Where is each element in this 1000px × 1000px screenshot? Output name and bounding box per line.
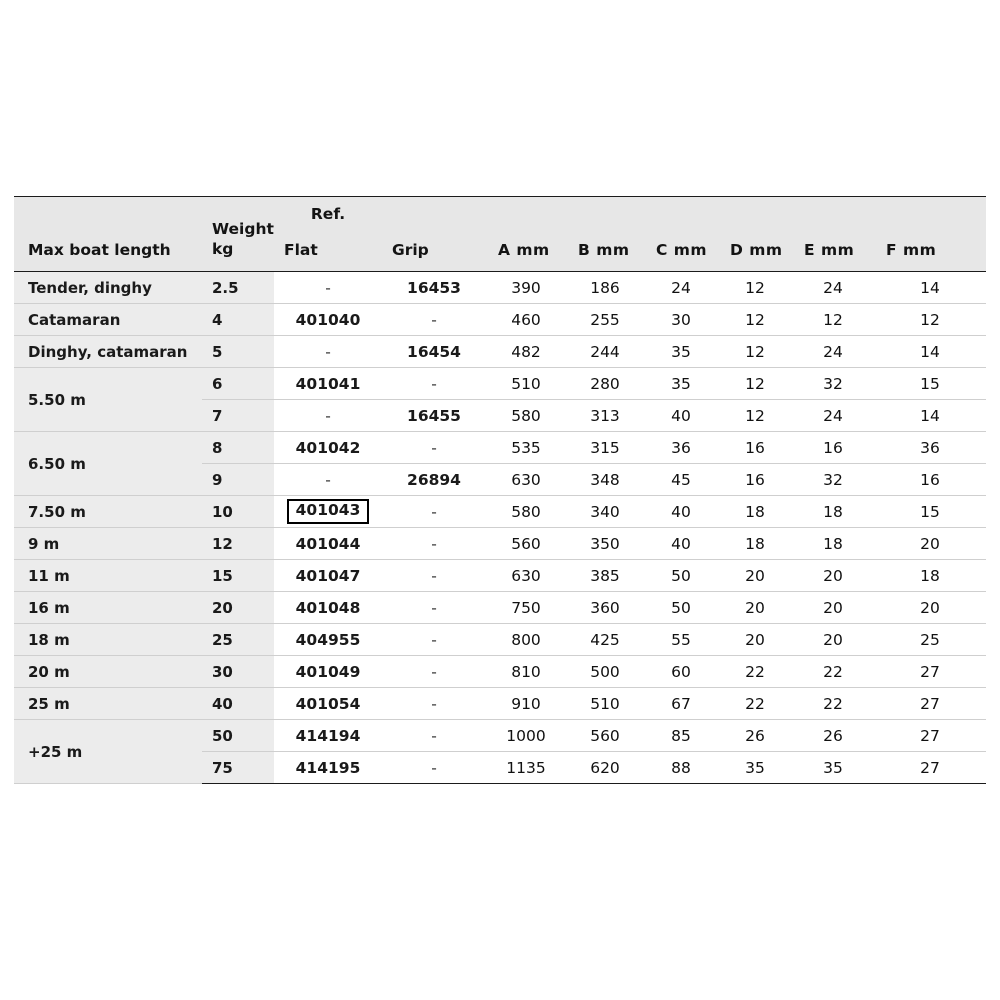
specification-table bbox=[14, 196, 986, 784]
cell-weight: 4 bbox=[202, 304, 274, 336]
column-header-ref-group: Ref. bbox=[310, 205, 346, 223]
column-header-weight-line2: kg bbox=[212, 239, 234, 258]
table-row bbox=[14, 432, 986, 464]
cell-dimension-e: 32 bbox=[792, 368, 874, 400]
table-header bbox=[14, 197, 986, 272]
cell-dimension-a: 510 bbox=[486, 368, 566, 400]
cell-dimension-e: 32 bbox=[792, 464, 874, 496]
cell-dimension-b: 350 bbox=[566, 528, 644, 560]
cell-dimension-b: 510 bbox=[566, 688, 644, 720]
cell-dimension-e: 35 bbox=[792, 752, 874, 784]
table-row bbox=[14, 272, 986, 304]
column-header-d: D mm bbox=[718, 197, 792, 272]
cell-dimension-d: 20 bbox=[718, 560, 792, 592]
cell-ref-grip: 16454 bbox=[382, 336, 486, 368]
table-row bbox=[14, 592, 986, 624]
cell-ref-flat bbox=[274, 496, 382, 528]
table-row bbox=[14, 496, 986, 528]
cell-max-boat-length: Dinghy, catamaran bbox=[14, 336, 202, 368]
highlighted-ref-value: 401043 bbox=[287, 499, 370, 523]
cell-dimension-e: 20 bbox=[792, 624, 874, 656]
cell-ref-flat: 401044 bbox=[274, 528, 382, 560]
cell-dimension-c: 45 bbox=[644, 464, 718, 496]
column-header-c: C mm bbox=[644, 197, 718, 272]
cell-dimension-f: 27 bbox=[874, 688, 986, 720]
cell-ref-grip: - bbox=[382, 496, 486, 528]
column-header-a: A mm bbox=[486, 197, 566, 272]
cell-ref-grip: - bbox=[382, 720, 486, 752]
cell-ref-flat: 401054 bbox=[274, 688, 382, 720]
cell-dimension-f: 20 bbox=[874, 592, 986, 624]
cell-dimension-f: 25 bbox=[874, 624, 986, 656]
cell-dimension-e: 24 bbox=[792, 272, 874, 304]
cell-dimension-b: 315 bbox=[566, 432, 644, 464]
cell-dimension-e: 24 bbox=[792, 336, 874, 368]
cell-dimension-b: 560 bbox=[566, 720, 644, 752]
cell-dimension-b: 280 bbox=[566, 368, 644, 400]
cell-ref-flat: - bbox=[274, 272, 382, 304]
column-header-b: B mm bbox=[566, 197, 644, 272]
cell-dimension-f: 20 bbox=[874, 528, 986, 560]
cell-max-boat-length: 20 m bbox=[14, 656, 202, 688]
cell-dimension-c: 40 bbox=[644, 400, 718, 432]
cell-dimension-e: 20 bbox=[792, 560, 874, 592]
cell-dimension-a: 535 bbox=[486, 432, 566, 464]
cell-dimension-f: 15 bbox=[874, 368, 986, 400]
table-row bbox=[14, 688, 986, 720]
cell-dimension-c: 40 bbox=[644, 528, 718, 560]
table-row bbox=[14, 528, 986, 560]
cell-dimension-b: 313 bbox=[566, 400, 644, 432]
cell-dimension-a: 580 bbox=[486, 496, 566, 528]
column-header-weight-line1: Weight bbox=[212, 220, 274, 239]
cell-dimension-c: 36 bbox=[644, 432, 718, 464]
cell-dimension-d: 22 bbox=[718, 688, 792, 720]
cell-dimension-f: 14 bbox=[874, 272, 986, 304]
cell-max-boat-length: 16 m bbox=[14, 592, 202, 624]
cell-dimension-b: 360 bbox=[566, 592, 644, 624]
cell-max-boat-length: 11 m bbox=[14, 560, 202, 592]
cell-ref-grip: 16455 bbox=[382, 400, 486, 432]
cell-weight: 15 bbox=[202, 560, 274, 592]
table-row bbox=[14, 560, 986, 592]
cell-dimension-e: 22 bbox=[792, 656, 874, 688]
table-row bbox=[14, 720, 986, 752]
table-body bbox=[14, 272, 986, 784]
cell-ref-grip: - bbox=[382, 432, 486, 464]
cell-dimension-c: 40 bbox=[644, 496, 718, 528]
column-header-max-boat-length: Max boat length bbox=[14, 197, 202, 272]
cell-dimension-a: 800 bbox=[486, 624, 566, 656]
cell-max-boat-length: 25 m bbox=[14, 688, 202, 720]
cell-ref-flat: 401047 bbox=[274, 560, 382, 592]
cell-dimension-d: 12 bbox=[718, 336, 792, 368]
cell-dimension-f: 27 bbox=[874, 752, 986, 784]
cell-ref-flat: 401040 bbox=[274, 304, 382, 336]
cell-ref-grip: 16453 bbox=[382, 272, 486, 304]
cell-weight: 8 bbox=[202, 432, 274, 464]
cell-dimension-a: 910 bbox=[486, 688, 566, 720]
cell-ref-grip: - bbox=[382, 656, 486, 688]
cell-dimension-c: 50 bbox=[644, 560, 718, 592]
cell-ref-grip: 26894 bbox=[382, 464, 486, 496]
cell-ref-flat: - bbox=[274, 400, 382, 432]
cell-weight: 7 bbox=[202, 400, 274, 432]
column-header-f: F mm bbox=[874, 197, 986, 272]
cell-dimension-b: 425 bbox=[566, 624, 644, 656]
cell-dimension-e: 12 bbox=[792, 304, 874, 336]
cell-ref-grip: - bbox=[382, 304, 486, 336]
cell-weight: 9 bbox=[202, 464, 274, 496]
cell-max-boat-length: 18 m bbox=[14, 624, 202, 656]
table-row bbox=[14, 336, 986, 368]
specification-table-wrapper bbox=[14, 196, 986, 784]
cell-ref-flat: 414194 bbox=[274, 720, 382, 752]
cell-ref-flat: 401041 bbox=[274, 368, 382, 400]
cell-max-boat-length: 9 m bbox=[14, 528, 202, 560]
cell-max-boat-length: 7.50 m bbox=[14, 496, 202, 528]
cell-ref-flat: 414195 bbox=[274, 752, 382, 784]
cell-dimension-d: 18 bbox=[718, 496, 792, 528]
cell-weight: 25 bbox=[202, 624, 274, 656]
cell-weight: 12 bbox=[202, 528, 274, 560]
cell-ref-grip: - bbox=[382, 688, 486, 720]
cell-dimension-e: 16 bbox=[792, 432, 874, 464]
cell-dimension-a: 750 bbox=[486, 592, 566, 624]
cell-ref-grip: - bbox=[382, 624, 486, 656]
table-row bbox=[14, 304, 986, 336]
cell-dimension-a: 630 bbox=[486, 560, 566, 592]
cell-dimension-f: 18 bbox=[874, 560, 986, 592]
cell-max-boat-length: 6.50 m bbox=[14, 432, 202, 496]
cell-weight: 75 bbox=[202, 752, 274, 784]
cell-weight: 2.5 bbox=[202, 272, 274, 304]
cell-dimension-e: 26 bbox=[792, 720, 874, 752]
cell-ref-grip: - bbox=[382, 592, 486, 624]
cell-dimension-e: 22 bbox=[792, 688, 874, 720]
cell-dimension-f: 15 bbox=[874, 496, 986, 528]
cell-dimension-a: 630 bbox=[486, 464, 566, 496]
cell-dimension-d: 22 bbox=[718, 656, 792, 688]
cell-dimension-b: 186 bbox=[566, 272, 644, 304]
column-header-e: E mm bbox=[792, 197, 874, 272]
cell-dimension-d: 16 bbox=[718, 432, 792, 464]
cell-max-boat-length: 5.50 m bbox=[14, 368, 202, 432]
cell-dimension-e: 18 bbox=[792, 528, 874, 560]
cell-ref-flat: 401049 bbox=[274, 656, 382, 688]
cell-weight: 5 bbox=[202, 336, 274, 368]
cell-ref-flat: - bbox=[274, 464, 382, 496]
cell-dimension-d: 18 bbox=[718, 528, 792, 560]
cell-weight: 6 bbox=[202, 368, 274, 400]
cell-dimension-c: 55 bbox=[644, 624, 718, 656]
cell-dimension-f: 14 bbox=[874, 336, 986, 368]
cell-dimension-f: 16 bbox=[874, 464, 986, 496]
table-header-row bbox=[14, 197, 986, 272]
cell-ref-grip: - bbox=[382, 368, 486, 400]
cell-dimension-f: 27 bbox=[874, 720, 986, 752]
cell-dimension-b: 340 bbox=[566, 496, 644, 528]
cell-dimension-f: 14 bbox=[874, 400, 986, 432]
cell-ref-grip: - bbox=[382, 560, 486, 592]
cell-dimension-d: 20 bbox=[718, 624, 792, 656]
cell-dimension-b: 244 bbox=[566, 336, 644, 368]
cell-ref-grip: - bbox=[382, 752, 486, 784]
cell-dimension-f: 27 bbox=[874, 656, 986, 688]
cell-weight: 40 bbox=[202, 688, 274, 720]
cell-dimension-c: 30 bbox=[644, 304, 718, 336]
column-header-ref-flat bbox=[274, 197, 382, 272]
cell-dimension-d: 12 bbox=[718, 272, 792, 304]
cell-dimension-d: 26 bbox=[718, 720, 792, 752]
column-header-weight bbox=[202, 197, 274, 272]
cell-dimension-a: 810 bbox=[486, 656, 566, 688]
cell-dimension-c: 67 bbox=[644, 688, 718, 720]
cell-dimension-a: 560 bbox=[486, 528, 566, 560]
cell-weight: 50 bbox=[202, 720, 274, 752]
cell-max-boat-length: Tender, dinghy bbox=[14, 272, 202, 304]
cell-dimension-b: 348 bbox=[566, 464, 644, 496]
cell-max-boat-length: +25 m bbox=[14, 720, 202, 784]
cell-dimension-b: 500 bbox=[566, 656, 644, 688]
cell-dimension-c: 24 bbox=[644, 272, 718, 304]
cell-dimension-a: 390 bbox=[486, 272, 566, 304]
cell-dimension-c: 35 bbox=[644, 336, 718, 368]
cell-dimension-f: 12 bbox=[874, 304, 986, 336]
table-row bbox=[14, 624, 986, 656]
cell-dimension-c: 60 bbox=[644, 656, 718, 688]
cell-weight: 20 bbox=[202, 592, 274, 624]
cell-dimension-d: 16 bbox=[718, 464, 792, 496]
cell-dimension-a: 1000 bbox=[486, 720, 566, 752]
cell-dimension-c: 85 bbox=[644, 720, 718, 752]
cell-dimension-c: 50 bbox=[644, 592, 718, 624]
cell-dimension-d: 20 bbox=[718, 592, 792, 624]
cell-dimension-a: 482 bbox=[486, 336, 566, 368]
cell-ref-grip: - bbox=[382, 528, 486, 560]
cell-ref-flat: - bbox=[274, 336, 382, 368]
cell-ref-flat: 401048 bbox=[274, 592, 382, 624]
cell-dimension-c: 35 bbox=[644, 368, 718, 400]
column-header-flat: Flat bbox=[284, 241, 318, 259]
cell-weight: 10 bbox=[202, 496, 274, 528]
cell-max-boat-length: Catamaran bbox=[14, 304, 202, 336]
cell-dimension-e: 20 bbox=[792, 592, 874, 624]
cell-dimension-d: 35 bbox=[718, 752, 792, 784]
cell-dimension-a: 1135 bbox=[486, 752, 566, 784]
cell-dimension-d: 12 bbox=[718, 304, 792, 336]
cell-ref-flat: 401042 bbox=[274, 432, 382, 464]
cell-dimension-b: 620 bbox=[566, 752, 644, 784]
table-row bbox=[14, 368, 986, 400]
cell-weight: 30 bbox=[202, 656, 274, 688]
column-header-grip: Grip bbox=[382, 197, 486, 272]
cell-ref-flat: 404955 bbox=[274, 624, 382, 656]
cell-dimension-d: 12 bbox=[718, 400, 792, 432]
cell-dimension-c: 88 bbox=[644, 752, 718, 784]
cell-dimension-b: 385 bbox=[566, 560, 644, 592]
cell-dimension-e: 24 bbox=[792, 400, 874, 432]
cell-dimension-f: 36 bbox=[874, 432, 986, 464]
cell-dimension-a: 580 bbox=[486, 400, 566, 432]
cell-dimension-e: 18 bbox=[792, 496, 874, 528]
table-row bbox=[14, 656, 986, 688]
cell-dimension-b: 255 bbox=[566, 304, 644, 336]
cell-dimension-d: 12 bbox=[718, 368, 792, 400]
cell-dimension-a: 460 bbox=[486, 304, 566, 336]
